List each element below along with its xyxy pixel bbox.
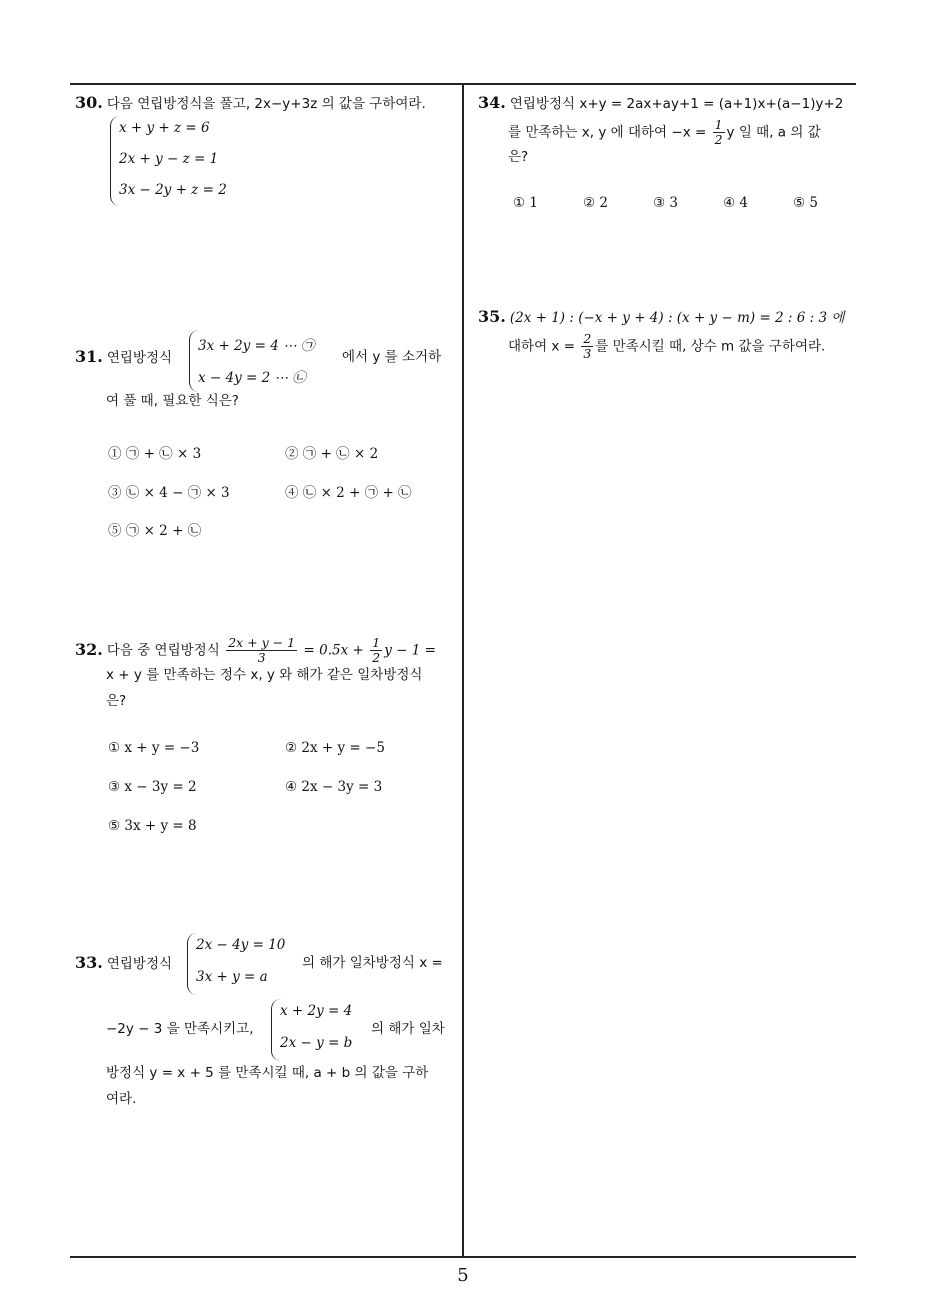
question-text: 다음 연립방정식을 풀고, 2x−y+3z 의 값을 구하여라.: [106, 96, 426, 112]
fraction: [713, 118, 725, 147]
option-4[interactable]: ④ ㉡ × 2 + ㉠ + ㉡: [285, 485, 412, 501]
option-5[interactable]: ⑤ ㉠ × 2 + ㉡: [108, 523, 202, 539]
question-number: 30.: [75, 93, 103, 112]
equation-system-33b: [271, 999, 367, 1061]
equation: 2x − 4y = 10: [196, 937, 286, 953]
equation: 3x + 2y = 4 ⋯ ㉠: [198, 338, 315, 354]
question-number: 35.: [478, 307, 506, 326]
fraction: [226, 636, 297, 665]
option-3[interactable]: ③ 3: [653, 195, 678, 211]
numerator: 2x + y − 1: [228, 635, 296, 650]
math-text: y − 1 =: [384, 642, 436, 659]
equation-system-33a: [187, 933, 298, 995]
equation: 2x − y = b: [280, 1035, 353, 1051]
equation: x − 4y = 2 ⋯ ㉡: [198, 370, 306, 386]
math-text: = 0.5x +: [303, 642, 364, 659]
equation: 3x + y = a: [196, 969, 268, 985]
text-part: 를 만족시킬 때, 상수 m 값을 구하여라.: [595, 338, 826, 355]
option-3[interactable]: ③ ㉡ × 4 − ㉠ × 3: [108, 485, 230, 501]
question-text: 연립방정식: [106, 956, 173, 972]
option-3[interactable]: ③ x − 3y = 2: [108, 779, 197, 795]
question-number: 34.: [478, 93, 506, 112]
question-text: 에서 y 를 소거하: [342, 349, 442, 365]
bottom-rule: [70, 1256, 856, 1258]
question-number: 33.: [75, 953, 103, 972]
text-part: 를 만족하는 x, y 에 대하여 −x =: [508, 124, 707, 141]
page-number: 5: [457, 1265, 469, 1286]
option-2[interactable]: ② 2: [583, 195, 608, 211]
question-30: [75, 92, 460, 115]
question-text: 은?: [508, 149, 529, 165]
question-33: [75, 952, 172, 975]
numerator: 2: [583, 331, 592, 346]
equation-system-31: [189, 330, 340, 392]
question-text: 의 해가 일차방정식 x =: [302, 955, 443, 971]
text-part: 대하여 x =: [508, 338, 576, 355]
denominator: 3: [583, 346, 592, 361]
equation-system-30: [110, 116, 311, 206]
question-text: (2x + 1) : (−x + y + 4) : (x + y − m) = 2 : 6 : 3 에: [509, 310, 845, 326]
question-text: [508, 332, 825, 361]
denominator: 2: [372, 650, 381, 665]
equation: x + y + z = 6: [119, 120, 210, 136]
option-2[interactable]: ② 2x + y = −5: [285, 740, 385, 756]
question-text: −2y − 3 을 만족시키고,: [106, 1021, 254, 1037]
fraction: [581, 332, 593, 361]
numerator: 1: [714, 117, 723, 132]
fraction: [370, 636, 382, 665]
column-divider: [462, 83, 464, 1257]
denominator: 3: [257, 650, 266, 665]
question-text: 여 풀 때, 필요한 식은?: [106, 393, 239, 409]
option-5[interactable]: ⑤ 3x + y = 8: [108, 818, 197, 834]
question-34: [478, 92, 843, 115]
question-text: 연립방정식: [106, 350, 173, 366]
equation: 2x + y − z = 1: [119, 151, 219, 167]
option-1[interactable]: ① x + y = −3: [108, 740, 200, 756]
question-text: [508, 118, 821, 147]
option-2[interactable]: ② ㉠ + ㉡ × 2: [285, 446, 379, 462]
question-text: 연립방정식 x+y = 2ax+ay+1 = (a+1)x+(a−1)y+2: [509, 96, 844, 112]
question-32: [75, 636, 460, 665]
option-1[interactable]: ① 1: [513, 195, 538, 211]
numerator: 1: [372, 635, 381, 650]
question-text: 방정식 y = x + 5 를 만족시킬 때, a + b 의 값을 구하: [106, 1065, 429, 1081]
option-4[interactable]: ④ 4: [723, 195, 748, 211]
equation: x + 2y = 4: [280, 1003, 353, 1019]
denominator: 2: [714, 132, 723, 147]
question-number: 31.: [75, 347, 103, 366]
option-4[interactable]: ④ 2x − 3y = 3: [285, 779, 383, 795]
option-5[interactable]: ⑤ 5: [793, 195, 818, 211]
question-text: 여라.: [106, 1091, 137, 1107]
question-text: 은?: [106, 693, 127, 709]
question-text: 의 해가 일차: [371, 1021, 445, 1037]
question-text: x + y 를 만족하는 정수 x, y 와 해가 같은 일차방정식: [106, 667, 423, 683]
question-text: 다음 중 연립방정식: [106, 642, 220, 659]
option-1[interactable]: ① ㉠ + ㉡ × 3: [108, 446, 202, 462]
question-number: 32.: [75, 639, 103, 659]
text-part: y 일 때, a 의 값: [726, 124, 821, 141]
question-35: [478, 306, 844, 329]
equation: 3x − 2y + z = 2: [119, 182, 227, 198]
